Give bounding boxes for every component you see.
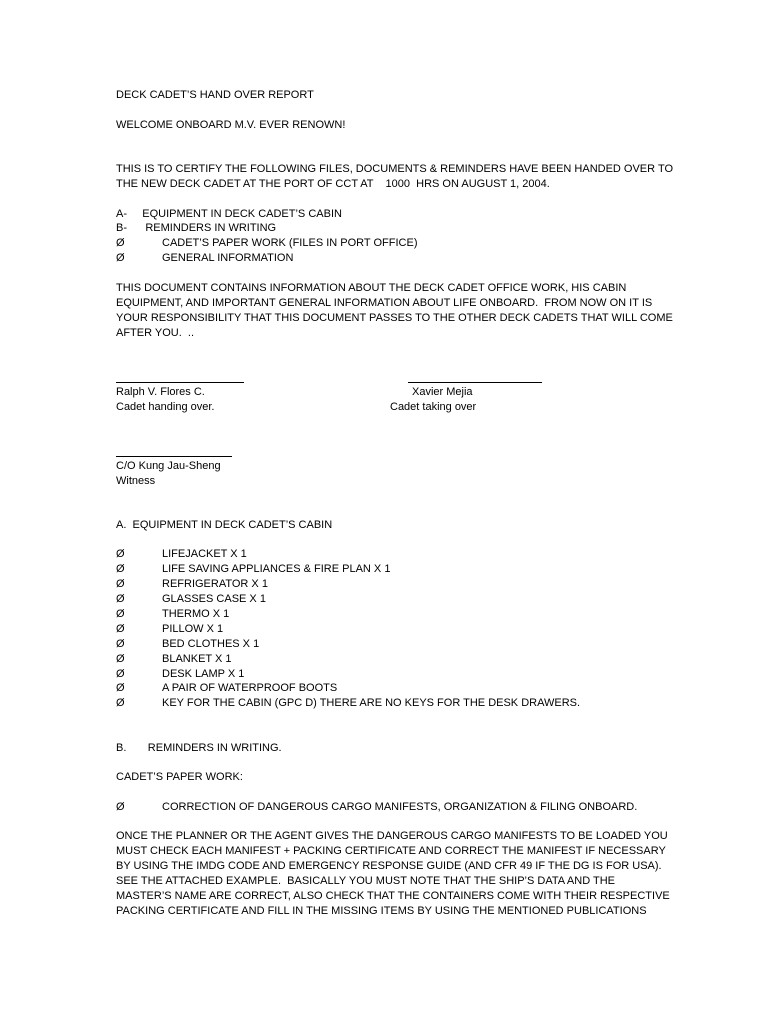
- list-item-text: GLASSES CASE X 1: [162, 593, 266, 605]
- paragraph-line: THE NEW DECK CADET AT THE PORT OF CCT AT 1000 HRS ON AUGUST 1, 2004.: [116, 178, 550, 190]
- bullet-marker: Ø: [116, 668, 125, 680]
- paragraph-line: MUST CHECK EACH MANIFEST + PACKING CERTIFICATE AND CORRECT THE MANIFEST IF NECESSARY: [116, 845, 666, 857]
- bullet-marker: Ø: [116, 578, 125, 590]
- paragraph-line: MASTER’S NAME ARE CORRECT, ALSO CHECK THAT THE CONTAINERS COME WITH THEIR RESPECTIVE: [116, 890, 670, 902]
- paragraph-line: THIS IS TO CERTIFY THE FOLLOWING FILES, DOCUMENTS & REMINDERS HAVE BEEN HANDED OVER TO: [116, 163, 674, 175]
- signatory-name: Xavier Mejia: [412, 386, 473, 398]
- bullet-marker: Ø: [116, 623, 125, 635]
- section-heading: A. EQUIPMENT IN DECK CADET’S CABIN: [116, 519, 333, 531]
- index-item-b: B- REMINDERS IN WRITING: [116, 222, 277, 234]
- bullet-marker: Ø: [116, 252, 125, 264]
- list-item-text: GENERAL INFORMATION: [162, 252, 294, 264]
- list-item-text: BLANKET X 1: [162, 653, 232, 665]
- bullet-marker: Ø: [116, 548, 125, 560]
- signature-line: [116, 456, 232, 457]
- paragraph-line: AFTER YOU. ..: [116, 327, 195, 339]
- bullet-marker: Ø: [116, 638, 125, 650]
- welcome-line: WELCOME ONBOARD M.V. EVER RENOWN!: [116, 119, 346, 131]
- section-heading: B. REMINDERS IN WRITING.: [116, 742, 282, 754]
- paragraph-line: EQUIPMENT, AND IMPORTANT GENERAL INFORMATION ABOUT LIFE ONBOARD. FROM NOW ON IT IS: [116, 297, 653, 309]
- bullet-marker: Ø: [116, 608, 125, 620]
- signatory-name: Ralph V. Flores C.: [116, 386, 205, 398]
- list-item-text: CADET’S PAPER WORK (FILES IN PORT OFFICE): [162, 237, 418, 249]
- list-item-text: CORRECTION OF DANGEROUS CARGO MANIFESTS, ORGANIZATION & FILING ONBOARD.: [162, 801, 638, 813]
- signatory-name: C/O Kung Jau-Sheng: [116, 460, 221, 472]
- signatory-role: Cadet handing over.: [116, 401, 215, 413]
- list-item-text: LIFE SAVING APPLIANCES & FIRE PLAN X 1: [162, 563, 391, 575]
- bullet-marker: Ø: [116, 237, 125, 249]
- paragraph-line: PACKING CERTIFICATE AND FILL IN THE MISSING ITEMS BY USING THE MENTIONED PUBLICATIONS: [116, 905, 647, 917]
- paragraph-line: SEE THE ATTACHED EXAMPLE. BASICALLY YOU MUST NOTE THAT THE SHIP’S DATA AND THE: [116, 875, 616, 887]
- list-item-text: THERMO X 1: [162, 608, 230, 620]
- index-item-a: A- EQUIPMENT IN DECK CADET’S CABIN: [116, 208, 342, 220]
- paragraph-line: THIS DOCUMENT CONTAINS INFORMATION ABOUT THE DECK CADET OFFICE WORK, HIS CABIN: [116, 282, 627, 294]
- signatory-role: Cadet taking over: [390, 401, 477, 413]
- bullet-marker: Ø: [116, 801, 125, 813]
- bullet-marker: Ø: [116, 593, 125, 605]
- signature-line: [408, 382, 542, 383]
- list-item-text: PILLOW X 1: [162, 623, 224, 635]
- list-item-text: A PAIR OF WATERPROOF BOOTS: [162, 682, 338, 694]
- paragraph-line: ONCE THE PLANNER OR THE AGENT GIVES THE DANGEROUS CARGO MANIFESTS TO BE LOADED YOU: [116, 830, 668, 842]
- bullet-marker: Ø: [116, 697, 125, 709]
- signature-line: [116, 382, 244, 383]
- list-item-text: REFRIGERATOR X 1: [162, 578, 268, 590]
- list-item-text: LIFEJACKET X 1: [162, 548, 247, 560]
- list-item-text: DESK LAMP X 1: [162, 668, 245, 680]
- document-title: DECK CADET’S HAND OVER REPORT: [116, 89, 314, 101]
- signatory-role: Witness: [116, 475, 156, 487]
- paragraph-line: BY USING THE IMDG CODE AND EMERGENCY RESPONSE GUIDE (AND CFR 49 IF THE DG IS FOR USA).: [116, 860, 662, 872]
- subsection-heading: CADET’S PAPER WORK:: [116, 771, 243, 783]
- bullet-marker: Ø: [116, 653, 125, 665]
- bullet-marker: Ø: [116, 563, 125, 575]
- list-item-text: BED CLOTHES X 1: [162, 638, 260, 650]
- paragraph-line: YOUR RESPONSIBILITY THAT THIS DOCUMENT PASSES TO THE OTHER DECK CADETS THAT WILL COME: [116, 312, 673, 324]
- bullet-marker: Ø: [116, 682, 125, 694]
- list-item-text: KEY FOR THE CABIN (GPC D) THERE ARE NO KEYS FOR THE DESK DRAWERS.: [162, 697, 581, 709]
